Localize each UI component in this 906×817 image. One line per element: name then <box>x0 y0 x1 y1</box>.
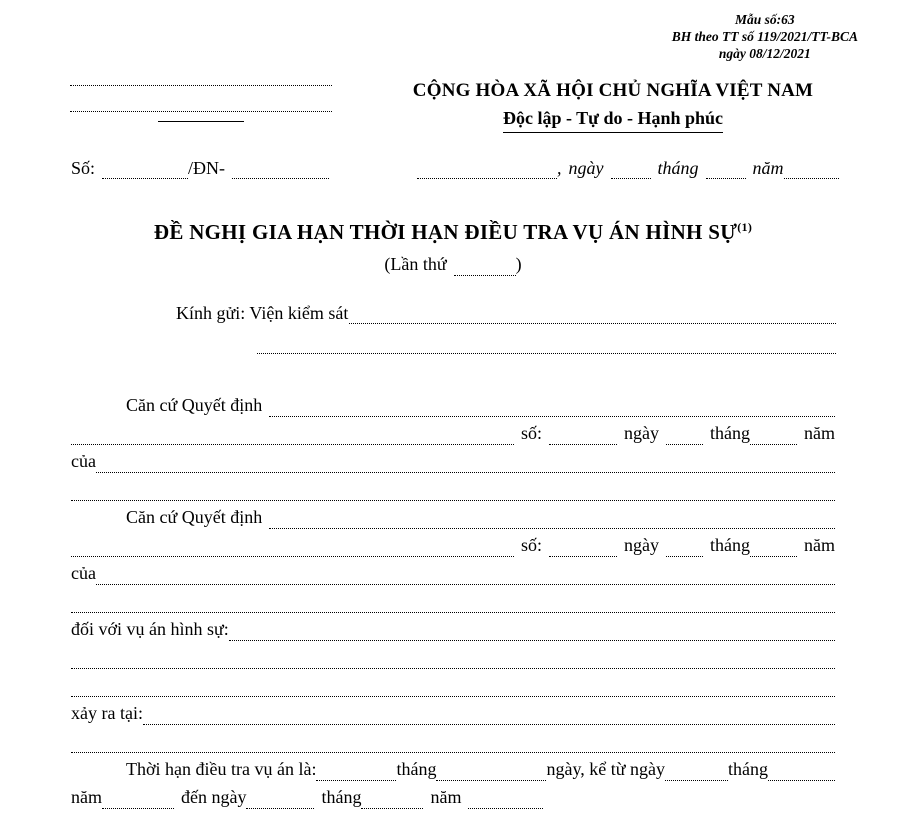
basis-1-line-2 <box>71 417 835 445</box>
recipient-block <box>176 302 836 354</box>
basis-1-month-label: tháng <box>710 423 750 443</box>
duration-line-2 <box>71 781 835 809</box>
duration-months-field[interactable] <box>316 766 396 781</box>
basis-1-issuer-label: của <box>71 451 96 471</box>
dateline-day-field[interactable] <box>611 164 651 179</box>
duration-to-year-label: năm <box>430 787 462 807</box>
basis-1-decision-field[interactable] <box>269 402 835 417</box>
basis-2-day-label: ngày <box>624 535 659 555</box>
basis-2-number-field[interactable] <box>549 542 617 557</box>
basis-1-day-field[interactable] <box>666 430 703 445</box>
basis-1-issuer-cont-field[interactable] <box>71 486 835 501</box>
case-location-label: xảy ra tại: <box>71 703 143 723</box>
so-number-field[interactable] <box>102 164 188 179</box>
case-regarding-line-3 <box>71 669 835 697</box>
basis-2-day-field[interactable] <box>666 542 703 557</box>
case-location-field-1[interactable] <box>143 710 835 725</box>
duration-to-year-field[interactable] <box>468 794 543 809</box>
basis-1-number-label: số: <box>520 423 542 443</box>
case-regarding-line-1 <box>71 613 835 641</box>
duration-to-month-label: tháng <box>321 787 362 807</box>
document-title <box>0 214 906 245</box>
basis-2-issuer-label: của <box>71 563 96 583</box>
recipient-row-2 <box>176 341 836 354</box>
basis-1-line-1 <box>71 389 835 417</box>
title-footnote-marker: (1) <box>737 220 753 234</box>
basis-2-issuer-field[interactable] <box>96 570 835 585</box>
dn-unit-field[interactable] <box>232 164 329 179</box>
national-motto: Độc lập - Tự do - Hạnh phúc <box>503 106 723 133</box>
duration-to-month-field[interactable] <box>361 794 423 809</box>
occurrence-number-field[interactable] <box>454 262 516 276</box>
document-title-block <box>0 214 906 276</box>
basis-2-line-1 <box>71 501 835 529</box>
dateline-month-label: tháng <box>657 158 699 178</box>
form-code-block <box>672 11 858 62</box>
basis-2-year-label: năm <box>804 535 835 555</box>
dn-separator: /ĐN- <box>188 158 226 178</box>
basis-2-line-3 <box>71 557 835 585</box>
basis-block-1 <box>71 389 835 501</box>
basis-2-number-label: số: <box>520 535 542 555</box>
issuing-office-rule <box>158 121 244 122</box>
country-name: CỘNG HÒA XÃ HỘI CHỦ NGHĨA VIỆT NAM <box>412 80 814 101</box>
basis-2-line-4 <box>71 585 835 613</box>
basis-1-number-field[interactable] <box>549 430 617 445</box>
duration-to-day-label: đến ngày <box>181 787 247 807</box>
basis-block-2 <box>71 501 835 613</box>
duration-block <box>71 753 835 809</box>
basis-1-month-field[interactable] <box>750 430 797 445</box>
place-date-line <box>417 157 839 179</box>
form-code-line3: ngày 08/12/2021 <box>718 46 811 61</box>
basis-2-decision-field[interactable] <box>269 514 835 529</box>
so-label: Số: <box>71 158 96 178</box>
dateline-year-field[interactable] <box>784 164 839 179</box>
recipient-label: Kính gửi: Viện kiểm sát <box>176 303 349 323</box>
basis-2-issuer-cont-field[interactable] <box>71 598 835 613</box>
basis-1-lead-label: Căn cứ Quyết định <box>126 395 263 415</box>
case-block <box>71 613 835 753</box>
basis-1-day-label: ngày <box>624 423 659 443</box>
duration-lead-label: Thời hạn điều tra vụ án là: <box>126 759 317 779</box>
basis-1-line-3 <box>71 445 835 473</box>
basis-2-month-label: tháng <box>710 535 750 555</box>
duration-from-month-field[interactable] <box>768 766 835 781</box>
dateline-year-label: năm <box>752 158 784 178</box>
duration-from-day-field[interactable] <box>665 766 728 781</box>
document-title-text: ĐỀ NGHỊ GIA HẠN THỜI HẠN ĐIỀU TRA VỤ ÁN HÌNH SỰ <box>153 220 738 244</box>
duration-month-unit: tháng <box>396 759 437 779</box>
case-location-line-1 <box>71 697 835 725</box>
basis-2-lead-label: Căn cứ Quyết định <box>126 507 263 527</box>
title-occurrence-line <box>0 252 906 276</box>
document-body <box>71 389 835 809</box>
case-regarding-line-2 <box>71 641 835 669</box>
dateline-month-field[interactable] <box>706 164 746 179</box>
issuing-office-line-2[interactable] <box>70 111 332 112</box>
issuing-office-block <box>70 85 332 122</box>
duration-from-year-label: năm <box>71 787 102 807</box>
dateline-day-label: ngày <box>568 158 604 178</box>
basis-2-month-field[interactable] <box>750 542 797 557</box>
occurrence-close-label: ) <box>515 254 522 274</box>
recipient-field-1[interactable] <box>349 309 836 324</box>
duration-days-field[interactable] <box>436 766 546 781</box>
dateline-comma: , <box>557 158 562 178</box>
reference-number-line <box>71 157 329 179</box>
recipient-field-2[interactable] <box>257 341 836 354</box>
case-location-field-2[interactable] <box>71 738 835 753</box>
basis-1-decision-cont-field[interactable] <box>71 430 514 445</box>
duration-line-1 <box>71 753 835 781</box>
case-location-line-2 <box>71 725 835 753</box>
basis-1-year-label: năm <box>804 423 835 443</box>
national-heading <box>398 79 828 133</box>
basis-1-line-4 <box>71 473 835 501</box>
case-regarding-field-3[interactable] <box>71 682 835 697</box>
duration-from-year-field[interactable] <box>102 794 174 809</box>
case-regarding-field-2[interactable] <box>71 654 835 669</box>
recipient-row-1 <box>176 302 836 324</box>
case-regarding-field-1[interactable] <box>229 626 835 641</box>
place-field[interactable] <box>417 164 557 179</box>
case-regarding-label: đối với vụ án hình sự: <box>71 619 229 639</box>
form-code-line1: Mẫu số:63 <box>735 12 795 27</box>
duration-day-unit: ngày, kể từ ngày <box>546 759 666 779</box>
basis-2-decision-cont-field[interactable] <box>71 542 514 557</box>
duration-to-day-field[interactable] <box>246 794 314 809</box>
occurrence-open-label: (Lần thứ <box>384 254 447 274</box>
issuing-office-line-1[interactable] <box>70 85 332 86</box>
basis-1-issuer-field[interactable] <box>96 458 835 473</box>
basis-2-line-2 <box>71 529 835 557</box>
form-code-line2: BH theo TT số 119/2021/TT-BCA <box>671 29 858 44</box>
duration-from-month-label: tháng <box>728 759 769 779</box>
